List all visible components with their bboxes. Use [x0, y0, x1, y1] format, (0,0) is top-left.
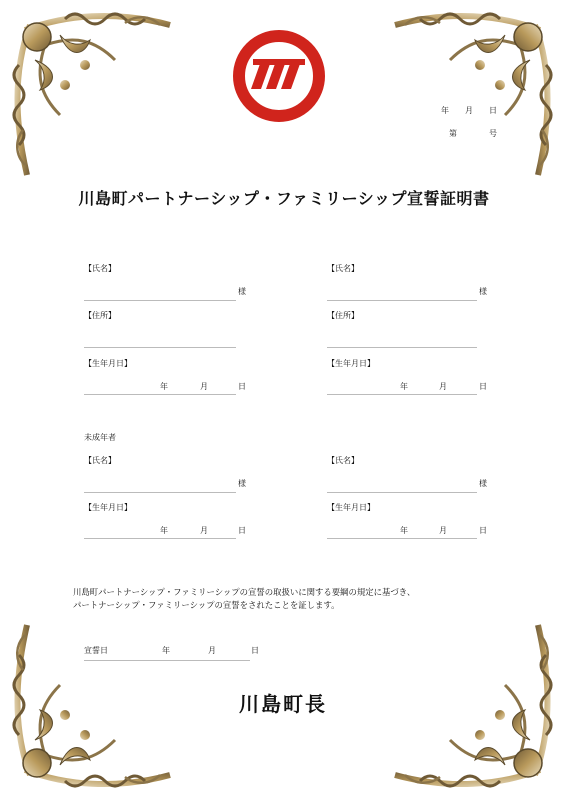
- day-label: 日: [251, 646, 259, 655]
- honorific-label: 様: [238, 479, 246, 488]
- address-label: 【住所】: [327, 311, 359, 320]
- month-label: 月: [208, 646, 216, 655]
- honorific-label: 様: [479, 479, 487, 488]
- oath-date-field-line[interactable]: [84, 660, 250, 661]
- honorific-label: 様: [238, 287, 246, 296]
- town-emblem-icon: [231, 28, 327, 124]
- name-label: 【氏名】: [327, 456, 359, 465]
- oath-date-label: 宣誓日: [84, 646, 108, 655]
- year-label: 年: [162, 646, 170, 655]
- honorific-label: 様: [479, 287, 487, 296]
- corner-ornament-icon: [380, 605, 560, 795]
- day-label: 日: [479, 526, 487, 535]
- day-label: 日: [238, 382, 246, 391]
- name-field-line[interactable]: [84, 300, 236, 301]
- mayor-signature: 川島町長: [239, 692, 327, 716]
- certification-text-line: パートナーシップ・ファミリーシップの宣誓をされたことを証します。: [73, 600, 340, 610]
- birthdate-label: 【生年月日】: [327, 359, 375, 368]
- year-label: 年: [400, 526, 408, 535]
- address-label: 【住所】: [84, 311, 116, 320]
- month-label: 月: [439, 382, 447, 391]
- birthdate-field-line[interactable]: [84, 538, 236, 539]
- name-label: 【氏名】: [327, 264, 359, 273]
- birthdate-label: 【生年月日】: [84, 359, 132, 368]
- address-field-line[interactable]: [84, 347, 236, 348]
- year-label: 年: [160, 382, 168, 391]
- birthdate-field-line[interactable]: [84, 394, 236, 395]
- birthdate-field-line[interactable]: [327, 394, 477, 395]
- month-label: 月: [439, 526, 447, 535]
- day-label: 日: [479, 382, 487, 391]
- birthdate-label: 【生年月日】: [327, 503, 375, 512]
- name-field-line[interactable]: [327, 492, 477, 493]
- certification-text-line: 川島町パートナーシップ・ファミリーシップの宣誓の取扱いに関する要綱の規定に基づき、: [73, 587, 416, 597]
- month-label: 月: [200, 526, 208, 535]
- name-label: 【氏名】: [84, 456, 116, 465]
- name-field-line[interactable]: [327, 300, 477, 301]
- year-label: 年: [400, 382, 408, 391]
- day-label: 日: [238, 526, 246, 535]
- page-title: 川島町パートナーシップ・ファミリーシップ宣誓証明書: [78, 189, 490, 208]
- corner-ornament-icon: [5, 5, 185, 195]
- birthdate-label: 【生年月日】: [84, 503, 132, 512]
- name-label: 【氏名】: [84, 264, 116, 273]
- corner-ornament-icon: [380, 5, 560, 195]
- birthdate-field-line[interactable]: [327, 538, 477, 539]
- address-field-line[interactable]: [327, 347, 477, 348]
- year-label: 年: [160, 526, 168, 535]
- issue-date-label: 年 月 日: [441, 106, 497, 115]
- name-field-line[interactable]: [84, 492, 236, 493]
- corner-ornament-icon: [5, 605, 185, 795]
- month-label: 月: [200, 382, 208, 391]
- minor-section-heading: 未成年者: [84, 433, 116, 442]
- certificate-number-label: 第 号: [449, 129, 497, 138]
